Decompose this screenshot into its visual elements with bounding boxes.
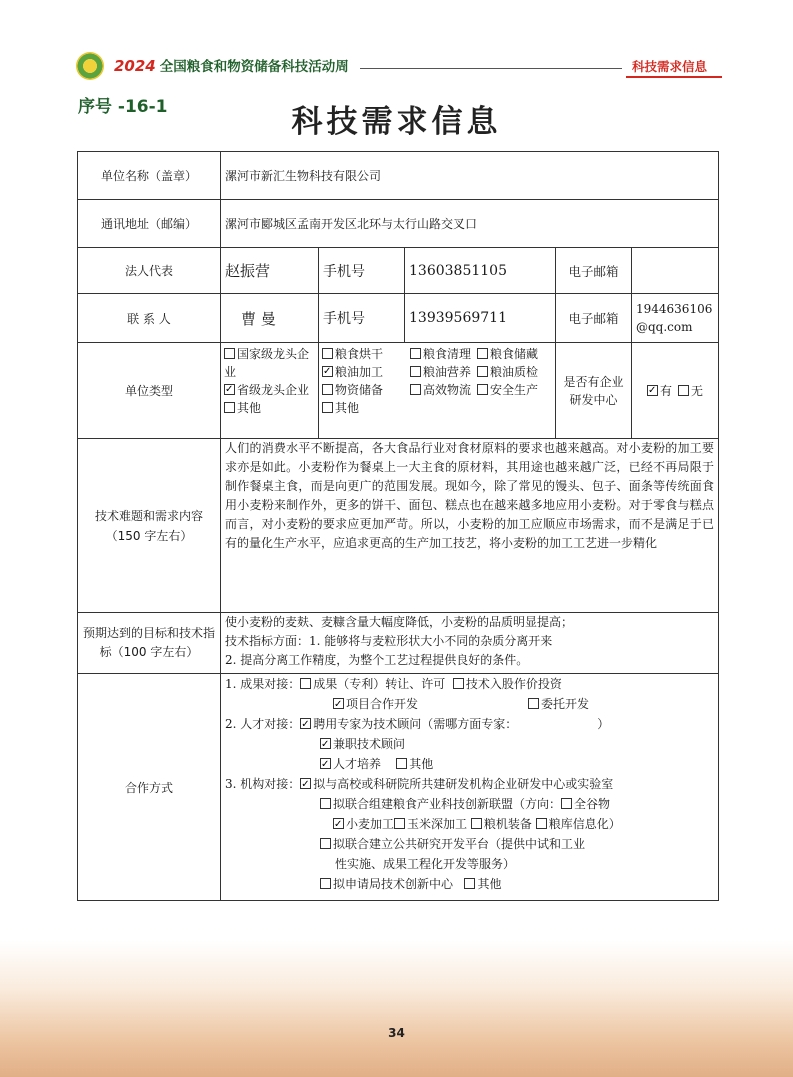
legal-rep-label: 法人代表 <box>78 248 221 294</box>
company-name: 漯河市新汇生物科技有限公司 <box>221 152 719 200</box>
option-logistics[interactable]: 高效物流 <box>410 381 471 399</box>
checkbox-icon[interactable] <box>477 348 488 359</box>
checkbox-icon[interactable] <box>224 348 235 359</box>
checkbox-checked-icon[interactable] <box>322 366 333 377</box>
checkbox-icon[interactable] <box>471 818 482 829</box>
option-rd-yes[interactable]: ✓有 <box>647 382 672 400</box>
checkbox-icon[interactable] <box>477 366 488 377</box>
checkbox-checked-icon[interactable] <box>333 818 344 829</box>
checkbox-checked-icon[interactable] <box>320 738 331 749</box>
goal-line: 使小麦粉的麦麸、麦糠含量大幅度降低，小麦粉的品质明显提高； <box>225 615 574 629</box>
checkbox-icon[interactable] <box>536 818 547 829</box>
footer-decoration <box>0 940 793 1077</box>
checkbox-icon[interactable] <box>410 366 421 377</box>
legal-phone-label: 手机号 <box>319 248 405 294</box>
option-storage[interactable]: 粮食储藏 <box>477 345 538 363</box>
page-title: 科技需求信息 <box>291 104 502 140</box>
section-name: 科技需求信息 <box>632 59 708 74</box>
option-drying[interactable]: 粮食烘干 <box>322 345 404 363</box>
goal-label: 预期达到的目标和技术指标（100 字左右） <box>78 613 221 674</box>
checkbox-checked-icon[interactable] <box>224 384 235 395</box>
contact-phone: 13939569711 <box>405 294 556 343</box>
unit-type-field-options <box>319 343 556 439</box>
contact-name: 曹 曼 <box>221 294 319 343</box>
option-level-other[interactable]: 其他 <box>224 399 315 417</box>
option-cleaning[interactable]: 粮食清理 <box>410 345 471 363</box>
checkbox-checked-icon[interactable] <box>300 778 311 789</box>
coop-label: 合作方式 <box>78 674 221 901</box>
checkbox-icon[interactable] <box>224 402 235 413</box>
tech-content: 人们的消费水平不断提高，各大食品行业对食材原料的要求也越来越高。对小麦粉的加工要求亦是如此。小麦粉作为餐桌上一大主食的原材料，其用途也越来越广泛，已经不再局限于制作餐桌主食，而是向更广的范围发展。现如今，除了常见的馒头、包子、面条等传统面食用小麦粉来制作外，更多的饼干、面包、糕点也在越来越多地应用小麦粉。对于零食与糕点而言，对小麦粉的要求应更加严苛。所以，小麦粉的加工应顺应市场需求，而不是满足于已有的量化生产水平，应追求更高的生产加工技艺，将小麦粉的加工工艺进一步精化 <box>221 439 719 613</box>
contact-email-label: 电子邮箱 <box>556 294 632 343</box>
checkbox-icon[interactable] <box>322 402 333 413</box>
page-header <box>0 0 793 90</box>
checkbox-icon[interactable] <box>322 348 333 359</box>
checkbox-checked-icon[interactable] <box>647 385 658 396</box>
option-processing[interactable]: ✓粮油加工 <box>322 363 404 381</box>
info-table <box>77 151 719 901</box>
option-nutrition[interactable]: 粮油营养 <box>410 363 471 381</box>
coop-content: 1. 成果对接： 成果（专利）转让、许可 技术入股作价投资 ✓项目合作开发 委托开发 2. 人才对接：✓ 聘用专家为技术顾问（需哪方面专家： ） ✓兼职技术顾问 ✓人才培养 其他 3. 机构对接：✓ 拟与高校或科研院所共建研发机构企业研发中心或实验室 拟联合组建粮食产业科技创新联盟（方向： 全谷物 ✓小麦加工 玉米深加工 粮机装备 粮库信息化） 拟联合建立公共研究开发平台（提供中试和工业 性实施、成果工程化开发等服务） 拟申请局技术创新中心 其他 <box>221 674 719 901</box>
checkbox-icon[interactable] <box>394 818 405 829</box>
sequence-number: 序号 -16-1 <box>78 97 168 117</box>
rd-center-label: 是否有企业研发中心 <box>556 343 632 439</box>
checkbox-icon[interactable] <box>396 758 407 769</box>
checkbox-icon[interactable] <box>320 798 331 809</box>
checkbox-checked-icon[interactable] <box>320 758 331 769</box>
option-quality[interactable]: 粮油质检 <box>477 363 538 381</box>
option-rd-no[interactable]: 无 <box>678 384 703 398</box>
checkbox-icon[interactable] <box>300 678 311 689</box>
option-reserve[interactable]: 物资储备 <box>322 381 404 399</box>
contact-label: 联 系 人 <box>78 294 221 343</box>
address-label: 通讯地址（邮编） <box>78 200 221 248</box>
checkbox-icon[interactable] <box>320 878 331 889</box>
checkbox-icon[interactable] <box>320 838 331 849</box>
goal-line: 2. 提高分离工作精度，为整个工艺过程提供良好的条件。 <box>225 653 529 667</box>
checkbox-checked-icon[interactable] <box>300 718 311 729</box>
unit-type-level-options <box>221 343 319 439</box>
tech-label: 技术难题和需求内容 （150 字左右） <box>78 439 221 613</box>
checkbox-icon[interactable] <box>410 384 421 395</box>
checkbox-icon[interactable] <box>678 385 689 396</box>
legal-phone: 13603851105 <box>405 248 556 294</box>
legal-email <box>632 248 719 294</box>
option-national-leader[interactable]: 国家级龙头企业 <box>224 347 310 379</box>
legal-email-label: 电子邮箱 <box>556 248 632 294</box>
unit-type-label: 单位类型 <box>78 343 221 439</box>
rd-center-options <box>632 343 719 439</box>
option-field-other[interactable]: 其他 <box>322 399 359 417</box>
checkbox-icon[interactable] <box>561 798 572 809</box>
address-value: 漯河市郾城区孟南开发区北环与太行山路交叉口 <box>221 200 719 248</box>
page-number: 34 <box>388 1026 405 1040</box>
checkbox-icon[interactable] <box>410 348 421 359</box>
company-label: 单位名称（盖章） <box>78 152 221 200</box>
checkbox-checked-icon[interactable] <box>333 698 344 709</box>
contact-phone-label: 手机号 <box>319 294 405 343</box>
option-safety[interactable]: 安全生产 <box>477 381 538 399</box>
logo-icon <box>76 52 104 80</box>
contact-email: 1944636106@qq.com <box>632 294 719 343</box>
checkbox-icon[interactable] <box>528 698 539 709</box>
goal-line: 技术指标方面：1. 能够将与麦粒形状大小不同的杂质分离开来 <box>225 634 553 648</box>
checkbox-icon[interactable] <box>477 384 488 395</box>
header-divider <box>360 68 622 69</box>
event-title: 2024 全国粮食和物资储备科技活动周 <box>114 57 349 75</box>
goal-content <box>221 613 719 674</box>
section-underline <box>626 76 722 78</box>
checkbox-icon[interactable] <box>322 384 333 395</box>
legal-rep-name: 赵振营 <box>221 248 319 294</box>
checkbox-icon[interactable] <box>464 878 475 889</box>
checkbox-icon[interactable] <box>453 678 464 689</box>
option-provincial-leader[interactable]: ✓省级龙头企业 <box>224 381 315 399</box>
